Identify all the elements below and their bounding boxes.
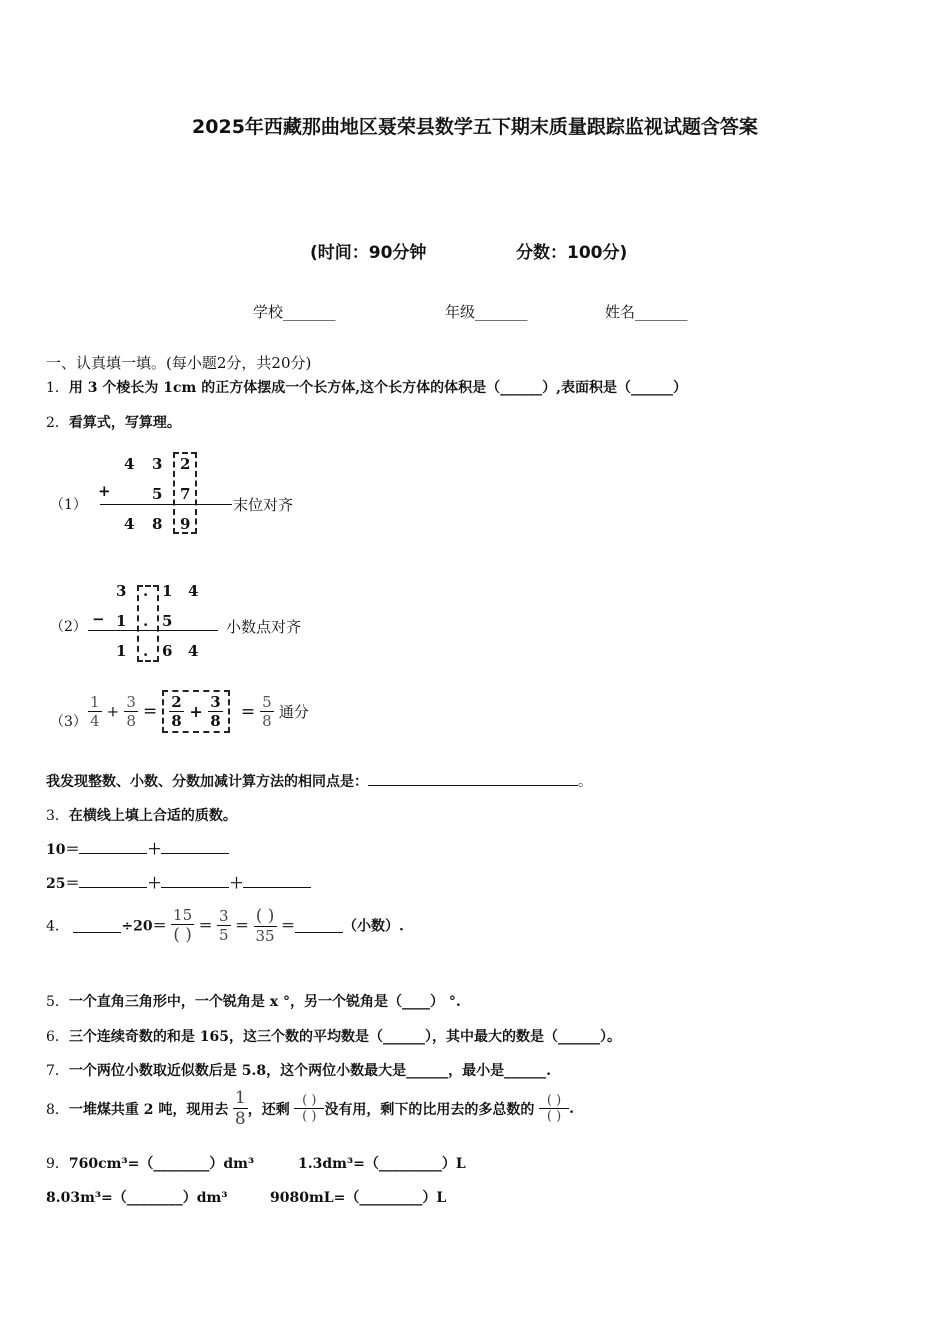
equals-sign: ＝ xyxy=(198,918,213,935)
question-number: 7． xyxy=(46,1063,69,1079)
question-text: 看算式，写算理。 xyxy=(68,415,181,431)
school-field[interactable]: 学校_______ xyxy=(253,303,336,321)
tail-text: （小数）. xyxy=(343,918,404,935)
name-field[interactable]: 姓名_______ xyxy=(605,303,688,321)
fraction: $\frac{1}{4}$ xyxy=(90,693,100,730)
equals-sign: ＝ xyxy=(235,918,250,935)
equals-sign: ＝ xyxy=(281,918,296,935)
digit: 9 xyxy=(180,515,191,533)
digit: 4 xyxy=(124,455,135,473)
answer-blank[interactable] xyxy=(295,918,343,933)
sum-line xyxy=(100,504,232,505)
fraction: $\frac{( )}{35}$ xyxy=(255,906,275,946)
fraction: $\frac{5}{8}$ xyxy=(262,693,272,730)
part-label-1: （1） xyxy=(50,497,87,513)
digit: 5 xyxy=(162,612,173,630)
part-label-3: （3） xyxy=(50,714,87,730)
exam-score: 分数：100分) xyxy=(516,243,628,263)
fraction: $\frac{3}{8}$ xyxy=(210,693,221,730)
plus-sign: ＋ xyxy=(229,876,244,892)
conversion-b: 1.3dm³=（_________）L xyxy=(298,1156,466,1172)
question-1 xyxy=(46,377,687,397)
question-number: 3． xyxy=(46,808,69,824)
prime-line-2 xyxy=(46,873,311,893)
grade-field[interactable]: 年级_______ xyxy=(445,303,528,321)
fraction-blank[interactable]: $\frac{( )}{( )}$ xyxy=(294,1093,324,1125)
fraction: $\frac{1}{8}$ xyxy=(234,1088,246,1130)
question-6 xyxy=(46,1026,621,1046)
question-3 xyxy=(46,805,237,825)
question-number: 2． xyxy=(46,415,69,431)
question-7 xyxy=(46,1060,551,1080)
question-text: 一堆煤共重 2 吨，现用去 xyxy=(68,1101,229,1118)
expression-start: 25＝ xyxy=(46,876,80,892)
answer-blank[interactable] xyxy=(73,918,121,933)
alignment-box xyxy=(137,585,159,662)
question-text: ，还剩 xyxy=(247,1101,290,1118)
question-number: 4． xyxy=(46,918,69,935)
period: 。 xyxy=(578,774,592,790)
plus-sign: ＋ xyxy=(147,876,162,892)
question-text: 三个连续奇数的和是 165，这三个数的平均数是（______），其中最大的数是（______）。 xyxy=(68,1029,622,1045)
digit: 5 xyxy=(152,485,163,503)
digit: 3 xyxy=(116,582,127,600)
digit: 4 xyxy=(124,515,135,533)
common-denominator-box xyxy=(162,690,229,733)
plus-sign: ＋ xyxy=(147,842,162,858)
question-4 xyxy=(46,906,404,945)
prime-line-1 xyxy=(46,839,229,859)
question-text: 在横线上填上合适的质数。 xyxy=(68,808,237,824)
question-2 xyxy=(46,412,181,432)
digit: 1 xyxy=(116,612,127,630)
conversion-c: 8.03m³=（________）dm³ xyxy=(46,1190,228,1206)
digit: 1 xyxy=(162,582,173,600)
minus-sign: − xyxy=(92,610,105,628)
fraction: $\frac{15}{( )}$ xyxy=(173,906,193,945)
note: 末位对齐 xyxy=(233,496,294,514)
equals-sign: = xyxy=(240,701,256,722)
plus-sign: + xyxy=(106,702,120,721)
note: 通分 xyxy=(278,703,309,721)
digit: 4 xyxy=(188,642,199,660)
question-number: 9． xyxy=(46,1156,69,1172)
fraction: $\frac{3}{8}$ xyxy=(126,693,136,730)
part-label-2: （2） xyxy=(50,619,87,635)
question-text: 一个两位小数取近似数后是 5.8，这个两位小数最大是______，最小是______. xyxy=(68,1063,552,1079)
answer-blank[interactable] xyxy=(368,771,578,786)
equals-sign: = xyxy=(142,701,158,722)
page-title: 2025年西藏那曲地区聂荣县数学五下期末质量跟踪监视试题含答案 xyxy=(192,116,758,138)
fraction-row xyxy=(88,690,309,733)
finding-text: 我发现整数、小数、分数加减计算方法的相同点是： xyxy=(46,774,368,790)
division-text: ÷20＝ xyxy=(121,918,167,935)
digit: . xyxy=(143,642,149,660)
digit: 4 xyxy=(188,582,199,600)
question-number: 5． xyxy=(46,994,69,1010)
question-number: 1． xyxy=(46,380,69,396)
finding-line xyxy=(46,771,592,791)
digit: 2 xyxy=(180,455,191,473)
answer-blank[interactable] xyxy=(79,873,147,888)
question-text: 没有用，剩下的比用去的多总数的 xyxy=(324,1101,535,1118)
digit: . xyxy=(143,582,149,600)
question-text: 一个直角三角形中，一个锐角是 x °，另一个锐角是（____） °. xyxy=(68,994,461,1010)
digit: 6 xyxy=(162,642,173,660)
digit: 8 xyxy=(152,515,163,533)
fraction-blank[interactable]: $\frac{( )}{( )}$ xyxy=(539,1093,569,1125)
digit: 3 xyxy=(152,455,163,473)
note: 小数点对齐 xyxy=(226,618,302,636)
conversion-a: 760cm³=（________）dm³ xyxy=(68,1156,255,1172)
question-number: 8． xyxy=(46,1101,69,1118)
plus-sign: + xyxy=(189,702,203,721)
answer-blank[interactable] xyxy=(161,839,229,854)
conversion-d: 9080mL=（_________）L xyxy=(270,1190,447,1206)
question-8 xyxy=(46,1088,574,1130)
question-number: 6． xyxy=(46,1029,69,1045)
fraction: $\frac{3}{5}$ xyxy=(219,907,229,945)
alignment-box xyxy=(173,452,197,534)
question-text: 用 3 个棱长为 1cm 的正方体摆成一个长方体,这个长方体的体积是（______）,表面积是（______） xyxy=(68,380,687,396)
plus-sign: + xyxy=(98,482,111,500)
answer-blank[interactable] xyxy=(243,873,311,888)
question-9 xyxy=(46,1153,254,1173)
section-heading: 一、认真填一填。(每小题2分，共20分) xyxy=(46,354,312,372)
period: . xyxy=(569,1100,575,1117)
digit: 1 xyxy=(116,642,127,660)
question-5 xyxy=(46,991,461,1011)
answer-blank[interactable] xyxy=(161,873,229,888)
fraction: $\frac{2}{8}$ xyxy=(171,693,182,730)
digit: 7 xyxy=(180,485,191,503)
expression-start: 10＝ xyxy=(46,842,80,858)
answer-blank[interactable] xyxy=(79,839,147,854)
digit: . xyxy=(143,612,149,630)
exam-time: (时间：90分钟 xyxy=(310,243,427,263)
